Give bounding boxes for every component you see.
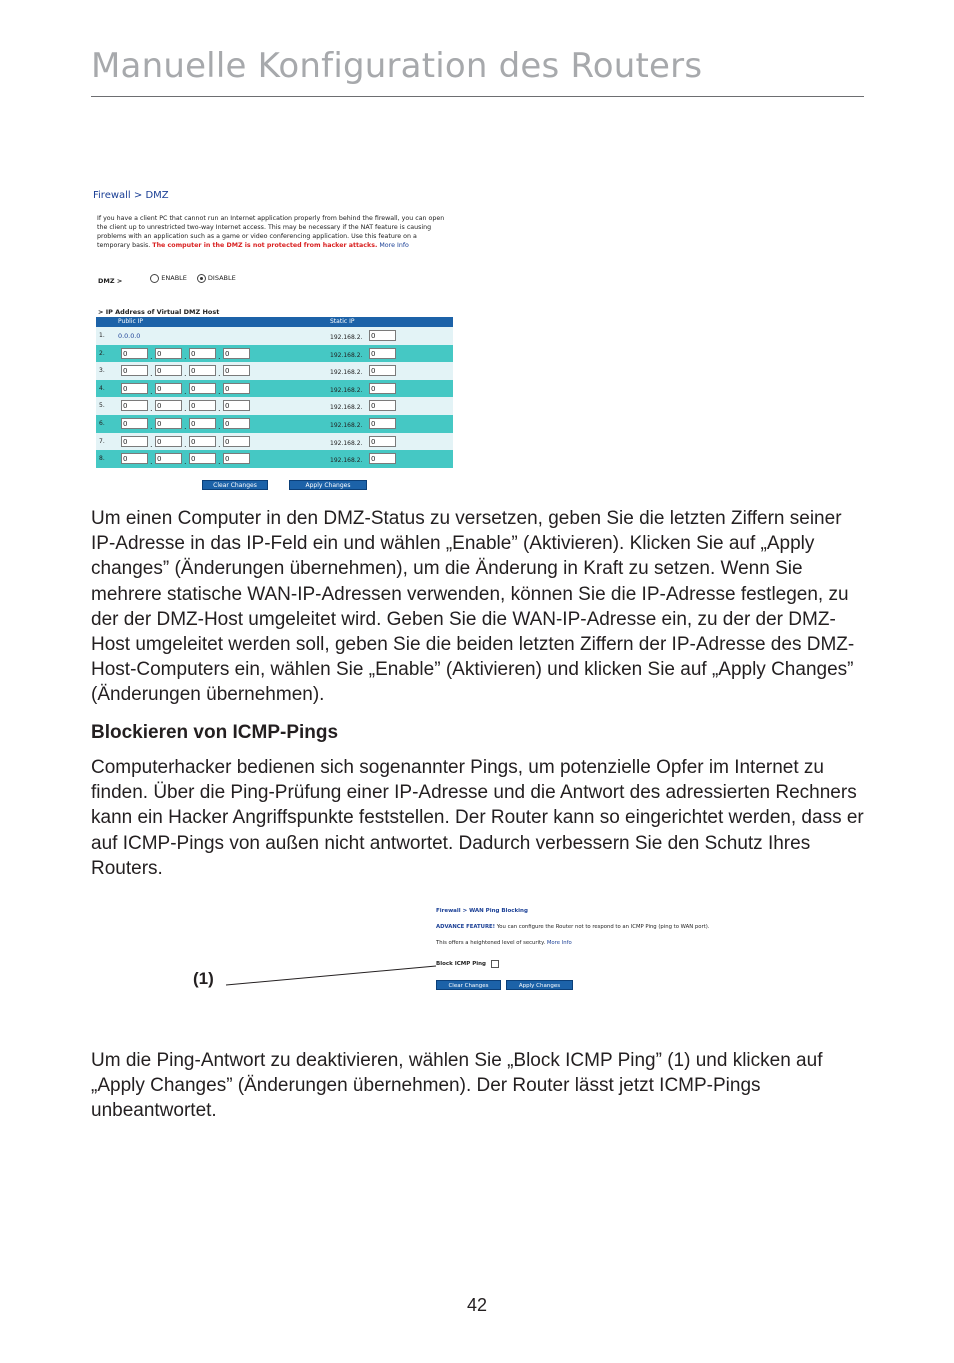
dmz-apply-changes-button[interactable]: Apply Changes — [289, 480, 367, 490]
octet-separator: . — [218, 457, 221, 467]
row-number: 5. — [99, 402, 105, 410]
callout-label: (1) — [193, 969, 214, 988]
public-ip-octet-input[interactable]: 0 — [223, 400, 250, 411]
octet-separator: . — [150, 457, 153, 467]
public-ip-octet-input[interactable]: 0 — [155, 400, 182, 411]
octet-separator: . — [218, 386, 221, 396]
public-ip-octet-input[interactable]: 0 — [121, 436, 148, 447]
row-number: 6. — [99, 419, 105, 427]
static-ip-input[interactable]: 0 — [369, 418, 396, 429]
public-ip-octet-input[interactable]: 0 — [189, 436, 216, 447]
col-static-ip: Static IP — [330, 318, 355, 325]
octet-separator: . — [218, 404, 221, 414]
ping-more-info-link[interactable]: More Info — [546, 940, 572, 946]
static-ip-input[interactable]: 0 — [369, 453, 396, 464]
octet-separator: . — [184, 386, 187, 396]
octet-separator: . — [184, 457, 187, 467]
static-ip-input[interactable]: 0 — [369, 330, 396, 341]
col-public-ip: Public IP — [118, 318, 144, 325]
octet-separator: . — [150, 421, 153, 431]
static-ip-prefix: 192.168.2. — [330, 457, 363, 465]
public-ip-value: 0.0.0.0 — [118, 332, 141, 340]
subheading-icmp: Blockieren von ICMP-Pings — [91, 722, 339, 743]
public-ip-octet-input[interactable]: 0 — [223, 418, 250, 429]
public-ip-octet-input[interactable]: 0 — [223, 365, 250, 376]
dmz-description-text: If you have a client PC that cannot run an Internet application properly from behind the firewall, you can open the client up to unrestricted two-way Internet access. This may be necessary if the NAT feature is causing problems with an application such as a game or video conferencing application. Use this feature on a temporary basis. — [97, 215, 445, 249]
public-ip-octet-input[interactable]: 0 — [223, 453, 250, 464]
octet-separator: . — [184, 421, 187, 431]
public-ip-octet-input[interactable]: 0 — [189, 383, 216, 394]
static-ip-prefix: 192.168.2. — [330, 439, 363, 447]
dmz-table-title: > IP Address of Virtual DMZ Host — [98, 308, 220, 316]
row-number: 4. — [99, 384, 105, 392]
octet-separator: . — [150, 351, 153, 361]
dmz-more-info-link[interactable]: More Info — [379, 242, 409, 249]
para-dmz: Um einen Computer in den DMZ-Status zu versetzen, geben Sie die letzten Ziffern seiner IP-Adresse in das IP-Feld ein und wählen „Enable” (Aktivieren). Klicken Sie auf „Apply changes” (Änderungen übernehmen), um die Änderung in Kraft zu setzen. Wenn Sie mehrere statische WAN-IP-Adressen verwenden, können Sie die IP-Adresse festlegen, zu der der DMZ-Host umgeleitet wird. Geben Sie die WAN-IP-Adresse ein, zu der der DMZ-Host umgeleitet werden soll, geben Sie die beiden letzten Ziffern der IP-Adresse des DMZ-Host-Computers ein, wählen Sie „Enable” (Aktivieren) und klicken Sie auf „Apply Changes” (Änderungen übernehmen). — [91, 508, 855, 706]
static-ip-input[interactable]: 0 — [369, 348, 396, 359]
static-ip-prefix: 192.168.2. — [330, 369, 363, 377]
static-ip-prefix: 192.168.2. — [330, 334, 363, 341]
public-ip-octet-input[interactable]: 0 — [223, 383, 250, 394]
row-number: 1. — [99, 332, 105, 339]
ping-breadcrumb[interactable]: Firewall > WAN Ping Blocking — [436, 908, 528, 914]
static-ip-prefix: 192.168.2. — [330, 421, 363, 429]
ping-clear-changes-button[interactable]: Clear Changes — [436, 980, 501, 990]
octet-separator: . — [218, 421, 221, 431]
public-ip-octet-input[interactable]: 0 — [121, 400, 148, 411]
octet-separator: . — [150, 439, 153, 449]
row-number: 8. — [99, 455, 105, 463]
static-ip-input[interactable]: 0 — [369, 365, 396, 376]
public-ip-octet-input[interactable]: 0 — [189, 400, 216, 411]
octet-separator: . — [184, 439, 187, 449]
ping-apply-changes-button[interactable]: Apply Changes — [506, 980, 573, 990]
dmz-breadcrumb[interactable]: Firewall > DMZ — [93, 190, 169, 201]
public-ip-octet-input[interactable]: 0 — [121, 418, 148, 429]
octet-separator: . — [218, 351, 221, 361]
page-number: 42 — [466, 1295, 488, 1315]
public-ip-octet-input[interactable]: 0 — [155, 436, 182, 447]
para-icmp: Computerhacker bedienen sich sogenannter Pings, um potenzielle Opfer im Internet zu finden. Über die Ping-Prüfung einer IP-Adresse und die Antwort des adressierten Rechners kann ein Hacker Angriffspunkte feststellen. Der Router kann so eingerichtet werden, dass er auf ICMP-Pings von außen nicht antwortet. Dadurch verbessern Sie den Schutz Ihres Routers. — [91, 757, 864, 879]
public-ip-octet-input[interactable]: 0 — [223, 348, 250, 359]
octet-separator: . — [218, 369, 221, 379]
octet-separator: . — [184, 369, 187, 379]
public-ip-octet-input[interactable]: 0 — [189, 418, 216, 429]
static-ip-prefix: 192.168.2. — [330, 351, 363, 359]
public-ip-octet-input[interactable]: 0 — [155, 383, 182, 394]
public-ip-octet-input[interactable]: 0 — [121, 383, 148, 394]
dmz-label: DMZ > — [98, 277, 123, 285]
octet-separator: . — [150, 404, 153, 414]
static-ip-input[interactable]: 0 — [369, 400, 396, 411]
static-ip-prefix: 192.168.2. — [330, 404, 363, 412]
octet-separator: . — [150, 369, 153, 379]
public-ip-octet-input[interactable]: 0 — [155, 348, 182, 359]
ping-offers-text: This offers a heightened level of security. — [436, 940, 546, 946]
advance-feature-label: ADVANCE FEATURE! — [436, 924, 496, 930]
page-title: Manuelle Konfiguration des Routers — [91, 46, 703, 86]
octet-separator: . — [150, 386, 153, 396]
public-ip-octet-input[interactable]: 0 — [223, 436, 250, 447]
octet-separator: . — [184, 404, 187, 414]
public-ip-octet-input[interactable]: 0 — [155, 418, 182, 429]
public-ip-octet-input[interactable]: 0 — [121, 348, 148, 359]
public-ip-octet-input[interactable]: 0 — [155, 453, 182, 464]
public-ip-octet-input[interactable]: 0 — [189, 453, 216, 464]
public-ip-octet-input[interactable]: 0 — [121, 453, 148, 464]
dmz-clear-changes-button[interactable]: Clear Changes — [202, 480, 268, 490]
octet-separator: . — [218, 439, 221, 449]
octet-separator: . — [184, 351, 187, 361]
row-number: 3. — [99, 367, 105, 375]
advance-feature-text: You can configure the Router not to respond to an ICMP Ping (ping to WAN port). — [496, 924, 710, 930]
dmz-enable-label: ENABLE — [161, 274, 187, 282]
static-ip-input[interactable]: 0 — [369, 383, 396, 394]
dmz-disable-label: DISABLE — [207, 274, 236, 282]
public-ip-octet-input[interactable]: 0 — [121, 365, 148, 376]
para-final: Um die Ping-Antwort zu deaktivieren, wählen Sie „Block ICMP Ping” (1) und klicken auf „Apply Changes” (Änderungen übernehmen). Der Router lässt jetzt ICMP-Pings unbeantwortet. — [91, 1050, 823, 1122]
row-number: 7. — [99, 437, 105, 445]
dmz-warning: The computer in the DMZ is not protected from hacker attacks. — [152, 242, 378, 249]
public-ip-octet-input[interactable]: 0 — [189, 348, 216, 359]
public-ip-octet-input[interactable]: 0 — [189, 365, 216, 376]
static-ip-prefix: 192.168.2. — [330, 386, 363, 394]
public-ip-octet-input[interactable]: 0 — [155, 365, 182, 376]
block-icmp-label: Block ICMP Ping — [436, 961, 486, 967]
static-ip-input[interactable]: 0 — [369, 436, 396, 447]
row-number: 2. — [99, 349, 105, 357]
